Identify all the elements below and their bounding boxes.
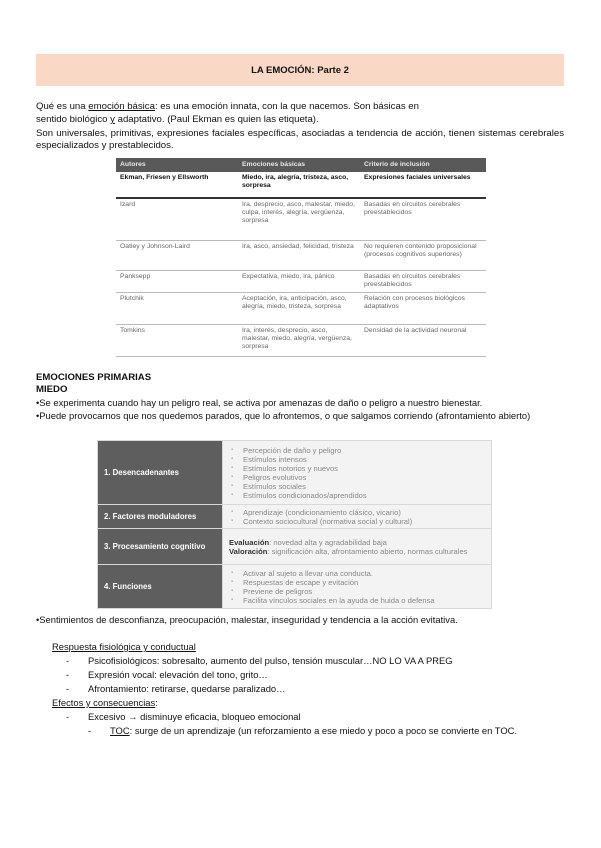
page-title: LA EMOCIÓN: Parte 2 bbox=[251, 64, 349, 76]
valoracion-value: : significación alta, afrontamiento abierto, normas culturales bbox=[267, 546, 468, 556]
row-content bbox=[223, 565, 492, 609]
efectos-colon: : bbox=[155, 697, 158, 708]
list-item: - Excesivo → disminuye eficacia, bloqueo emocional bbox=[66, 711, 301, 722]
header-autores: Autores bbox=[116, 158, 238, 172]
list-item: ▪ Aprendizaje (condicionamiento clásico, vicario) bbox=[229, 508, 485, 517]
fear-components-table bbox=[97, 440, 492, 609]
table-cell: Densidad de la actividad neuronal bbox=[360, 324, 486, 356]
basic-emotions-table bbox=[116, 158, 486, 357]
list-item-text: Expresión vocal: elevación del tono, grito… bbox=[88, 669, 268, 680]
list-item: ▪ Activar al sujeto a llevar una conducta. bbox=[229, 569, 485, 578]
intro-line-2 bbox=[36, 114, 319, 126]
list-item: ▪ Estímulos intensos bbox=[229, 455, 485, 464]
list-item-text: Afrontamiento: retirarse, quedarse paralizado… bbox=[88, 683, 286, 694]
evaluacion-line bbox=[229, 538, 485, 547]
respuesta-heading bbox=[52, 641, 196, 652]
list bbox=[229, 446, 485, 500]
table-row bbox=[98, 441, 492, 505]
subheading-miedo: MIEDO bbox=[36, 384, 68, 395]
list-item: ▪ Percepción de daño y peligro bbox=[229, 446, 485, 455]
row-label: 4. Funciones bbox=[98, 565, 223, 609]
table-cell: Aceptación, ira, anticipación, asco, alegría, miedo, tristeza, sorpresa bbox=[238, 292, 360, 324]
row-content bbox=[223, 505, 492, 529]
intro-text: Qué es una bbox=[36, 101, 89, 112]
section-heading-primarias: EMOCIONES PRIMARIAS bbox=[36, 372, 152, 383]
table-cell: Ekman, Friesen y Ellsworth bbox=[116, 172, 238, 198]
table-cell: Panksepp bbox=[116, 270, 238, 292]
row-label: 1. Desencadenantes bbox=[98, 441, 223, 505]
sentimientos-bullet: •Sentimientos de desconfianza, preocupación, malestar, inseguridad y tendencia a la acción evitativa. bbox=[36, 614, 458, 625]
list-item: ▪ Previene de peligros bbox=[229, 587, 485, 596]
header-criterio: Criterio de inclusión bbox=[360, 158, 486, 172]
table-cell: Ira, asco, ansiedad, felicidad, tristeza bbox=[238, 240, 360, 270]
list bbox=[229, 569, 485, 605]
list-item: ▪ Estímulos sociales bbox=[229, 482, 485, 491]
table-cell: Tomkins bbox=[116, 324, 238, 356]
table-row bbox=[98, 529, 492, 565]
table-cell: Ira, interés, desprecio, asco, malestar, miedo, alegría, vergüenza, sorpresa bbox=[238, 324, 360, 356]
row-label: 3. Procesamiento cognitivo bbox=[98, 529, 223, 565]
table-cell: Plutchik bbox=[116, 292, 238, 324]
toc-text: : surge de un aprendizaje (un reforzamiento a ese miedo y poco a poco se convierte en TOC. bbox=[129, 725, 518, 736]
intro-text: adaptativo. (Paul Ekman es quien las etiqueta). bbox=[114, 114, 319, 125]
miedo-bullet-2: •Puede provocarnos que nos quedemos parados, que lo afrontemos, o que salgamos corriendo (afrontamiento abierto) bbox=[36, 410, 531, 421]
intro-text: sentido biológico bbox=[36, 114, 111, 125]
header-emociones: Emociones básicas bbox=[238, 158, 360, 172]
intro-line-1 bbox=[36, 101, 419, 113]
evaluacion-value: : novedad alta y agradabilidad baja bbox=[269, 537, 387, 547]
list-item: ▪ Peligros evolutivos bbox=[229, 473, 485, 482]
table-cell: Oatley y Johnson-Laird bbox=[116, 240, 238, 270]
table-cell: Basadas en circuitos cerebrales preestablecidos bbox=[360, 198, 486, 240]
toc-item: - TOC: surge de un aprendizaje (un reforzamiento a ese miedo y poco a poco se convierte en TOC. bbox=[88, 725, 518, 736]
row-label: 2. Factores moduladores bbox=[98, 505, 223, 529]
table-cell: Izard bbox=[116, 198, 238, 240]
list-item: ▪ Respuestas de escape y evitación bbox=[229, 578, 485, 587]
table-cell: Expectativa, miedo, ira, pánico bbox=[238, 270, 360, 292]
title-banner bbox=[36, 54, 564, 86]
respuesta-heading-text: Respuesta fisiológica y conductual bbox=[52, 641, 196, 652]
list-item-text: Psicofisiológicos: sobresalto, aumento del pulso, tensión muscular…NO LO VA A PREG bbox=[88, 655, 453, 666]
list bbox=[229, 508, 485, 526]
list-item: ▪ Contexto sociocultural (normativa social y cultural) bbox=[229, 517, 485, 526]
intro-underlined: y bbox=[110, 114, 115, 125]
table-cell: Miedo, ira, alegría, tristeza, asco, sorpresa bbox=[238, 172, 360, 198]
table-cell: Ira, desprecio, asco, malestar, miedo, culpa, interés, alegría, vergüenza, sorpresa bbox=[238, 198, 360, 240]
row-content bbox=[223, 529, 492, 565]
list-item: - Expresión vocal: elevación del tono, grito… bbox=[66, 669, 268, 680]
table-row bbox=[116, 292, 486, 324]
table-row bbox=[116, 240, 486, 270]
table-row bbox=[98, 505, 492, 529]
emocion-basica-term: emoción básica bbox=[88, 101, 155, 112]
table-cell: Basadas en circuitos cerebrales preestablecidos bbox=[360, 270, 486, 292]
intro-text: : es una emoción innata, con la que nacemos. Son básicas en bbox=[154, 101, 419, 112]
table-row bbox=[116, 270, 486, 292]
list-item: ▪ Estímulos condicionados/aprendidos bbox=[229, 491, 485, 500]
list-item-text: Excesivo → disminuye eficacia, bloqueo emocional bbox=[88, 711, 301, 722]
table-header-row bbox=[116, 158, 486, 172]
miedo-bullet-1: •Se experimenta cuando hay un peligro real, se activa por amenazas de daño o peligro a nuestro bienestar. bbox=[36, 397, 483, 408]
table-row bbox=[116, 324, 486, 356]
valoracion-line bbox=[229, 547, 485, 556]
row-content bbox=[223, 441, 492, 505]
table-row bbox=[116, 172, 486, 198]
table-cell: Expresiones faciales universales bbox=[360, 172, 486, 198]
intro-line-3: Son universales, primitivas, expresiones faciales específicas, asociadas a tendencia de acción, tienen sistemas cerebrales especializados y prestablecidos. bbox=[36, 128, 564, 151]
table-cell: Relación con procesos biológicos adaptativos bbox=[360, 292, 486, 324]
list-item: ▪ Estímulos notorios y nuevos bbox=[229, 464, 485, 473]
list-item: ▪ Facilita vínculos sociales en la ayuda de huida o defensa bbox=[229, 596, 485, 605]
valoracion-key: Valoración bbox=[229, 546, 268, 556]
table-cell: No requieren contenido proposicional (procesos cognitivos superiores) bbox=[360, 240, 486, 270]
efectos-heading bbox=[52, 697, 158, 708]
table-row bbox=[98, 565, 492, 609]
list-item: - Afrontamiento: retirarse, quedarse paralizado… bbox=[66, 683, 286, 694]
table-row bbox=[116, 198, 486, 240]
efectos-heading-text: Efectos y consecuencias bbox=[52, 697, 156, 708]
list-item: - Psicofisiológicos: sobresalto, aumento del pulso, tensión muscular…NO LO VA A PREG bbox=[66, 655, 453, 666]
toc-term: TOC bbox=[110, 725, 130, 736]
evaluacion-key: Evaluación bbox=[229, 537, 270, 547]
